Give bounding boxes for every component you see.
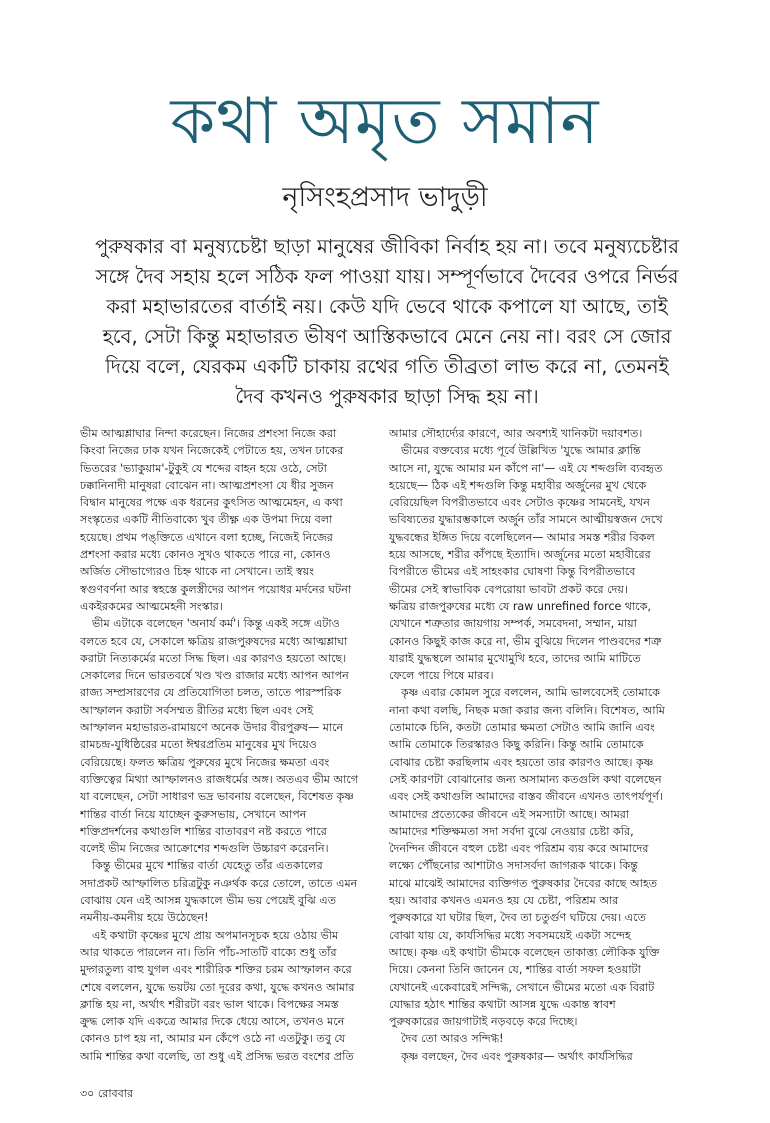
body-line: যেখানেই একেবারেই সন্দিগ্ধ, সেখানে ভীমের মতো এক বিরাট [389,980,655,994]
body-line: ভবিষ্যতের যুদ্ধারম্ভকালে অর্জুন তাঁর সামনে আত্মীয়স্বজন দেখে [389,513,663,527]
section-name: রোববার [97,1087,134,1100]
body-line: আর থাকতে পারলেন না। তিনি পাঁচ-সাতটি বাক্যে শুধু তাঁর [80,945,337,959]
body-line: বেরিয়েছে। ফলত ক্ষত্রিয় পুরুষের মুখে নিজের ক্ষমতা এবং [80,755,330,769]
page-footer [80,1086,133,1102]
body-line: লক্ষ্যে পৌঁছনোর আশাটাও সদাসর্বদা জাগরূক থাকে। কিন্তু [389,859,638,873]
body-line: পুরুষকারের জায়গাটাই নড়বড়ে করে দিচ্ছে। [389,1015,578,1029]
body-line: যা বলেছেন, সেটা সাধারণ ভদ্র ভাবনায় বলেছেন, বিশেষত কৃষ্ণ [80,790,355,804]
body-line: একইরকমের আত্মমেহনী সংস্কার। [80,599,223,613]
body-line: তোমাকে চিনি, কতটা তোমার ক্ষমতা সেটাও আমি জানি এবং [389,721,655,735]
body-line: প্রশংসা করার মধ্যে কোনও সুখও থাকতে পারে না, কোনও [80,548,331,562]
body-line: মুদ্গরতুল্য বাহু যুগল এবং শারীরিক শক্তির চরম আস্ফালন করে [80,963,352,977]
body-line: নমনীয়-কমনীয় হয়ে উঠেছেন! [80,911,209,925]
body-line: আমার সৌহার্দ্যের কারণে, আর অবশ্যই খানিকটা দয়াবশত। [389,427,643,440]
body-line: বিপরীতে ভীমের এই সাহংকার ঘোষণা কিন্তু বিপরীতভাবে [389,565,636,579]
body-line: শেষে বললেন, যুদ্ধে ভয়টয় তো দূরের কথা, যুদ্ধে কখনও আমার [80,980,355,994]
body-line: এবং সেই কথাগুলি আমাদের বাস্তব জীবনে এখনও তাৎপর্যপূর্ণ। [389,790,663,804]
body-line: ভীম আত্মশ্লাঘার নিন্দা করেছেন। নিজের প্রশংসা নিজে করা [80,427,337,440]
body-line: আমাদের শক্তিক্ষমতা সদা সর্বদা বুঝে নেওয়ার চেষ্টা করি, [389,824,634,838]
lead-line: দিয়ে বলে, যেরকম একটি চাকায় রথের গতি তীব্রতা লাভ করে না, তেমনই [105,355,669,378]
body-line: আমি শান্তির কথা বলেছি, তা শুধু এই প্রসিদ্ধ ভরত বংশের প্রতি [80,1049,354,1063]
lead-line: পুরুষকার বা মনুষ্যচেষ্টা ছাড়া মানুষের জীবিকা নির্বাহ হয় না। তবে মনুষ্যচেষ্টার [95,235,679,258]
body-line: যুদ্ধবন্ধের ইঙ্গিত দিয়ে বলেছিলেন— আমার সমস্ত শরীর বিকল [389,530,655,544]
body-line: দৈব তো আরও সন্দিগ্ধ! [401,1032,504,1046]
body-line: ভিতরের 'ভ্যাকুয়াম'-টুকুই যে শব্দের বাহন হয়ে ওঠে, সেটা [80,461,327,475]
body-line: করাটা নিত্যকর্মের মতো সিদ্ধ ছিল। এর কারণও হয়তো আছে। [80,651,347,665]
lead-line: দৈব কখনও পুরুষকার ছাড়া সিদ্ধ হয় না। [235,385,539,408]
body-line: এই কথাটা কৃষ্ণের মুখে প্রায় অপমানসূচক হয়ে ওঠায় ভীম [92,928,339,942]
author-name: নৃসিংহপ্রসাদ ভাদুড়ী [282,182,488,213]
body-line: নানা কথা বলছি, নিছক মজা করার জন্য বলিনি। বিশেষত, আমি [389,703,665,717]
body-line: সেই কারণটা বোঝানোর জন্য অসামান্য কতগুলি কথা বলেছেন [389,772,662,786]
body-line: ফেলে পায়ে পিষে মারব। [389,669,494,683]
body-line: বোঝার চেষ্টা করছিলাম এবং হয়তো তার কারণও আছে। কৃষ্ণ [389,755,654,769]
body-line: কিন্তু ভীমের মুখে শান্তির বার্তা যেহেতু তাঁর এতকালের [92,859,323,873]
body-line: কিংবা নিজের ঢাক যখন নিজেকেই পেটাতে হয়, তখন ঢাকের [80,444,344,458]
body-line: ভীম এটাকে বলেছেন 'অনার্য কর্ম'। কিন্তু একই সঙ্গে এটাও [92,617,340,631]
body-line: যারাই যুদ্ধস্থলে আমার মুখোমুখি হবে, তাদের আমি মাটিতে [389,651,641,665]
body-line: ক্ষত্রিয় রাজপুরুষের মধ্যে যে raw unrefined force থাকে, [389,599,652,613]
body-line: ভীমের সেই স্বাভাবিক বেপরোয়া ভাবটা প্রকট করে দেয়। [389,582,628,596]
body-line: বোঝা যায় যে, কার্যসিদ্ধির মধ্যে সবসময়েই একটা সন্দেহ [389,928,631,942]
body-line: আছে। কৃষ্ণ এই কথাটা ভীমকে বলেছেন তাকাত্ত্য লৌকিক যুক্তি [389,945,660,959]
body-line: রামচন্দ্র-যুধিষ্ঠিরের মতো ঈশ্বরপ্রতিম মানুষের মুখ দিয়েও [80,738,317,752]
body-line: বলেই ভীম নিজের আক্রোশের শব্দগুলি উচ্চারণ করেননি। [80,842,329,856]
page-number: ৩০ [80,1087,95,1100]
body-line: হয়ে আসছে, শরীর কাঁপছে ইত্যাদি। অর্জুনের মতো মহাবীরের [389,548,651,562]
body-line: ব্যক্তিত্বের মিথ্যা আস্ফালনও রাজধর্মের অঙ্গ। অতএব ভীম আগে [80,772,359,786]
body-line: বলতে হবে যে, সেকালে ক্ষত্রিয় রাজপুরুষদের মধ্যে আত্মশ্লাঘা [80,634,348,648]
body-line: শান্তির বার্তা নিয়ে যাচ্ছেন কুরুসভায়, সেখানে আপন [80,807,307,821]
lead-line: সঙ্গে দৈব সহায় হলে সঠিক ফল পাওয়া যায়। সম্পূর্ণভাবে দৈবের ওপরে নির্ভর [95,265,679,288]
body-line: সংস্কৃতের একটি নীতিবাক্যে খুব তীক্ষ্ণ এক উপমা দিয়ে বলা [80,513,333,527]
body-line: ভীমের বক্তব্যের মধ্যে পূর্বে উল্লিখিত 'যুদ্ধে আমার ক্লান্তি [401,444,641,458]
left-column [80,425,398,1065]
body-line: সদাপ্রকট আস্ফালিত চরিত্রটুকু নঞর্থক করে তোলে, তাতে এমন [80,876,358,890]
lead-line: হবে, সেটা কিন্তু মহাভারত ভীষণ আস্তিকভাবে মেনে নেয় না। বরং সে জোর [102,325,672,348]
body-line: বেরিয়েছিল বিপরীতভাবে এবং সেটাও কৃষ্ণের সামনেই, যখন [389,496,650,510]
body-line: আমাদের প্রত্যেকের জীবনে এই সমস্যাটা আছে। আমরা [389,807,630,821]
body-line: দিয়ে। কেননা তিনি জানেন যে, শান্তির বার্তা সফল হওয়াটা [389,963,641,977]
body-line: ক্লান্তি হয় না, অর্থাৎ শরীরটা বরং ভাল থাকে। বিপক্ষের সমস্ত [80,997,339,1011]
lead-line: করা মহাভারতের বার্তাই নয়। কেউ যদি ভেবে থাকে কপালে যা আছে, তাই [106,295,668,318]
body-line: স্বগুণবর্ণনা আর স্বহস্তে কুলস্ত্রীদের আপন পয়োধর মর্দনের ঘটনা [80,582,352,596]
body-line: সেকালের দিনে ভারতবর্ষে খণ্ড খণ্ড রাজার মধ্যে আপন আপন [80,669,349,683]
body-line: পুরুষকারে যা ঘটার ছিল, দৈব তা চতুর্গুণ ঘটিয়ে দেয়। এতে [389,911,646,925]
body-line: হয়। আবার কখনও এমনও হয় যে চেষ্টা, পরিশ্রম আর [389,894,619,908]
body-line: দৈনন্দিন জীবনে বহুল চেষ্টা এবং পরিশ্রম ব্যয় করে আমাদের [389,842,649,856]
body-line: রাজ্য সম্প্রসারণের যে প্রতিযোগিতা চলত, তাতে পারস্পরিক [80,686,342,700]
body-line: বিদ্বান মানুষের পক্ষে এক ধরনের কুৎসিত আত্মমেহন, এ কথা [80,496,343,510]
body-line: বোঝায় যেন এই আসন্ন যুদ্ধকালে ভীম ভয় পেয়েই বুঝি এত [80,894,337,908]
body-line: কোনও কিছুই কাজ করে না, ভীম বুঝিয়ে দিলেন পাণ্ডবদের শত্রু [389,634,662,648]
body-line: অর্জিত সৌভাগ্যেরও চিহ্ন থাকে না সেখানে। তাই স্বয়ং [80,565,315,579]
body-line: হয়েছে। প্রথম পঙ্‌ক্তিতে এখানে বলা হচ্ছে, নিজেই নিজের [80,530,333,544]
right-column [389,425,707,1065]
body-line: আস্ফালন মহাভারত-রামায়ণে অনেক উদার বীরপুরুষ— মানে [80,721,344,735]
lead-paragraph [60,232,714,412]
body-line: হয়েছে— ঠিক এই শব্দগুলি কিন্তু মহাবীর অর্জুনের মুখ থেকে [389,478,647,492]
body-line: যোদ্ধার হঠাৎ শান্তির কথাটা আসন্ন যুদ্ধে একান্ত স্বাবশ [389,997,616,1011]
body-line: শক্তিপ্রদর্শনের কথাগুলি শান্তির বাতাবরণ নষ্ট করতে পারে [80,824,327,838]
body-line: কোনও চাপ হয় না, আমার মন কেঁপে ওঠে না এতটুকু। তবু যে [80,1032,346,1046]
article-title: কথা অমৃত সমান [170,85,600,159]
body-line: যেখানে শত্রুতার জায়গায় সম্পর্ক, সমবেদনা, সম্মান, মায়া [389,617,637,631]
body-line: ঢক্কানিনাদী মানুষরা বোঝেন না। আত্মপ্রশংসা যে ধীর সুজন [80,478,334,492]
body-line: ক্রুদ্ধ লোক যদি একত্রে আমার দিকে ধেয়ে আসে, তখনও মনে [80,1015,345,1029]
body-line: আসে না, যুদ্ধে আমার মন কাঁপে না'— এই যে শব্দগুলি ব্যবহৃত [389,461,663,475]
body-line: আস্ফালন করাটা সর্বসম্মত রীতির মধ্যে ছিল এবং সেই [80,703,314,717]
body-line: কৃষ্ণ বলছেন, দৈব এবং পুরুষকার— অর্থাৎ কার্যসিদ্ধির [401,1049,633,1063]
body-line: কৃষ্ণ এবার কোমল সুরে বললেন, আমি ভালবেসেই তোমাকে [401,686,660,700]
body-line: আমি তোমাকে তিরস্কারও কিছু করিনি। কিন্তু আমি তোমাকে [389,738,644,752]
body-line: মাঝে মাঝেই আমাদের ব্যক্তিগত পুরুষকার দৈবের কাছে আহত [389,876,658,890]
